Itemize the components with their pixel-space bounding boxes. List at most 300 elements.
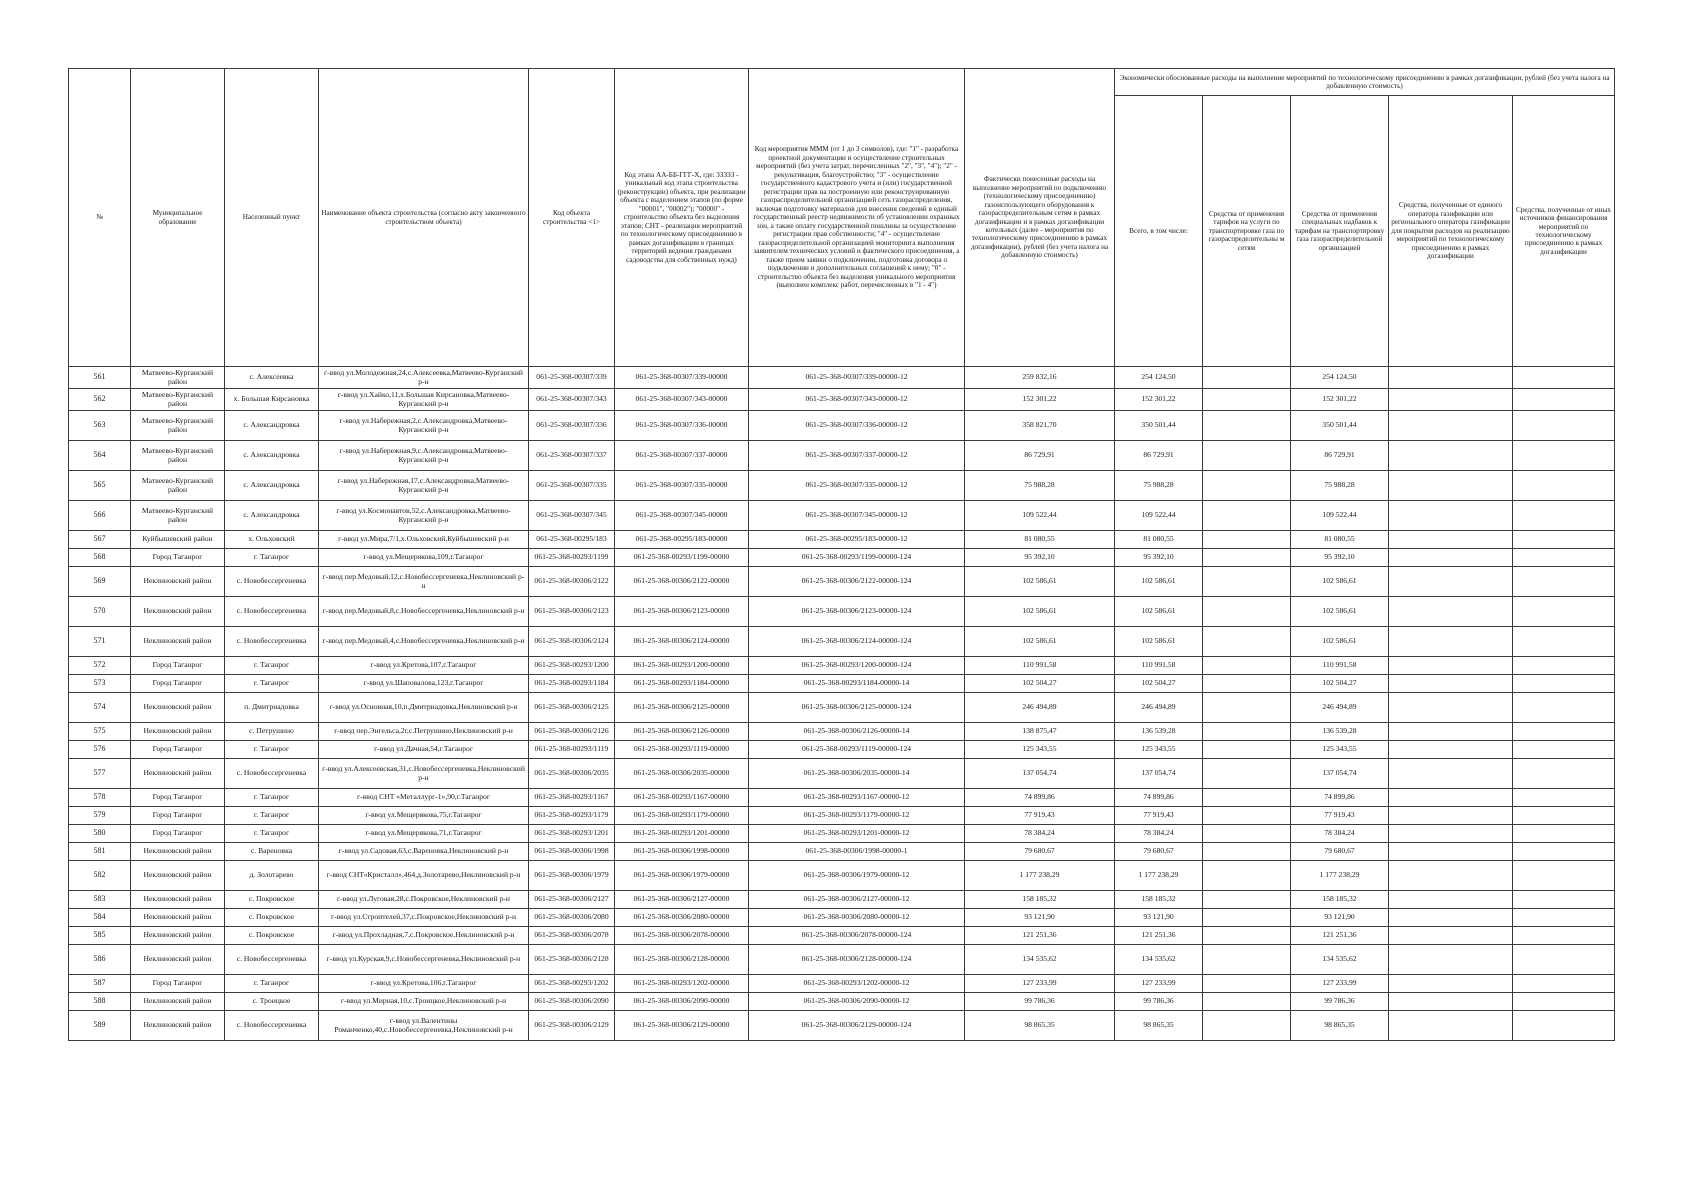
object-name-cell: г-ввод ул.Космонавтов,52,с.Александровка,Матвеево-Курганский р-н [319, 501, 529, 531]
row-number: 582 [69, 861, 131, 891]
total-cell: 134 535,62 [1115, 945, 1203, 975]
table-row [69, 1011, 1615, 1041]
object-name-cell: г-ввод ул.Кретова,107,г.Таганрог [319, 657, 529, 675]
table-row [69, 549, 1615, 567]
special-markups-cell: 99 786,36 [1291, 993, 1389, 1011]
special-markups-cell: 125 343,55 [1291, 741, 1389, 759]
table-row [69, 627, 1615, 657]
stage-code-cell: 061-25-368-00293/1119-00000 [615, 741, 749, 759]
header-event-code: Код мероприятия МММ (от 1 до 3 символов), где: "1" - разработка проектной документации и осуществление строительных мероприятий (без учета затрат, перечисленных "2", "3", "4"); "2" - рекультивация, благоустройство; "3" - осуществление государственного кадастрового учета и (или) государственной регистрации прав на построенную или реконструированную газораспределительной организацией сеть газораспределения, включая подготовку материалов для внесения сведений в единый государственный реестр недвижимости об установлении охранных зон, а также оплату государственной пошлины за осуществление регистрации прав собственности; "4" - осуществление газораспределительной организацией мониторинга выполнения заявителем технических условий и фактического присоединения, а также прием заявки о подключении, подготовка договора о подключении и дополнительных соглашений к нему; "0" - строительство объекта без выделения уникального мероприятия (выполнен комплекс работ, перечисленных в "1 - 4") [749, 69, 965, 367]
municipality-cell: Город Таганрог [131, 657, 225, 675]
stage-code-cell: 061-25-368-00307/339-00000 [615, 367, 749, 389]
table-row [69, 891, 1615, 909]
event-code-cell: 061-25-368-00293/1201-00000-12 [749, 825, 965, 843]
other-sources-cell [1513, 807, 1615, 825]
special-markups-cell: 75 988,28 [1291, 471, 1389, 501]
municipality-cell: Неклиновский район [131, 723, 225, 741]
single-operator-cell [1389, 975, 1513, 993]
object-code-cell: 061-25-368-00293/1167 [529, 789, 615, 807]
actual-costs-cell: 259 832,16 [965, 367, 1115, 389]
object-name-cell: г-ввод ул.Валентины Романченко,40,с.Новобессергеневка,Неклиновский р-н [319, 1011, 529, 1041]
settlement-cell: п. Дмитриадовка [225, 693, 319, 723]
municipality-cell: Матвеево-Курганский район [131, 411, 225, 441]
object-code-cell: 061-25-368-00306/1998 [529, 843, 615, 861]
object-code-cell: 061-25-368-00306/2078 [529, 927, 615, 945]
transport-tariff-cell [1203, 723, 1291, 741]
row-number: 580 [69, 825, 131, 843]
object-code-cell: 061-25-368-00293/1201 [529, 825, 615, 843]
object-code-cell: 061-25-368-00295/183 [529, 531, 615, 549]
total-cell: 98 865,35 [1115, 1011, 1203, 1041]
total-cell: 95 392,10 [1115, 549, 1203, 567]
total-cell: 136 539,28 [1115, 723, 1203, 741]
row-number: 566 [69, 501, 131, 531]
object-code-cell: 061-25-368-00293/1200 [529, 657, 615, 675]
other-sources-cell [1513, 1011, 1615, 1041]
object-code-cell: 061-25-368-00307/339 [529, 367, 615, 389]
special-markups-cell: 102 504,27 [1291, 675, 1389, 693]
object-code-cell: 061-25-368-00293/1119 [529, 741, 615, 759]
header-municipality: Муниципальное образование [131, 69, 225, 367]
settlement-cell: с. Новобессергеневка [225, 1011, 319, 1041]
other-sources-cell [1513, 993, 1615, 1011]
transport-tariff-cell [1203, 825, 1291, 843]
transport-tariff-cell [1203, 993, 1291, 1011]
row-number: 583 [69, 891, 131, 909]
table-row [69, 367, 1615, 389]
settlement-cell: с. Покровское [225, 891, 319, 909]
other-sources-cell [1513, 843, 1615, 861]
transport-tariff-cell [1203, 627, 1291, 657]
transport-tariff-cell [1203, 945, 1291, 975]
actual-costs-cell: 158 185,32 [965, 891, 1115, 909]
actual-costs-cell: 86 729,91 [965, 441, 1115, 471]
row-number: 577 [69, 759, 131, 789]
event-code-cell: 061-25-368-00307/339-00000-12 [749, 367, 965, 389]
other-sources-cell [1513, 675, 1615, 693]
stage-code-cell: 061-25-368-00307/345-00000 [615, 501, 749, 531]
transport-tariff-cell [1203, 367, 1291, 389]
stage-code-cell: 061-25-368-00306/2090-00000 [615, 993, 749, 1011]
transport-tariff-cell [1203, 411, 1291, 441]
single-operator-cell [1389, 693, 1513, 723]
single-operator-cell [1389, 501, 1513, 531]
special-markups-cell: 79 680,67 [1291, 843, 1389, 861]
row-number: 571 [69, 627, 131, 657]
single-operator-cell [1389, 1011, 1513, 1041]
total-cell: 102 586,61 [1115, 567, 1203, 597]
row-number: 570 [69, 597, 131, 627]
event-code-cell: 061-25-368-00306/2125-00000-124 [749, 693, 965, 723]
municipality-cell: Неклиновский район [131, 945, 225, 975]
table-row [69, 975, 1615, 993]
object-code-cell: 061-25-368-00306/2124 [529, 627, 615, 657]
object-name-cell: г-ввод ул.Мещерякова,71,г.Таганрог [319, 825, 529, 843]
object-code-cell: 061-25-368-00293/1202 [529, 975, 615, 993]
single-operator-cell [1389, 657, 1513, 675]
actual-costs-cell: 95 392,10 [965, 549, 1115, 567]
municipality-cell: Город Таганрог [131, 789, 225, 807]
single-operator-cell [1389, 367, 1513, 389]
total-cell: 246 494,89 [1115, 693, 1203, 723]
settlement-cell: с. Новобессергеневка [225, 567, 319, 597]
settlement-cell: г. Таганрог [225, 657, 319, 675]
settlement-cell: с. Алексеевка [225, 367, 319, 389]
special-markups-cell: 102 586,61 [1291, 627, 1389, 657]
object-name-cell: г-ввод ул.Набережная,17,с.Александровка,Матвеево-Курганский р-н [319, 471, 529, 501]
row-number: 564 [69, 441, 131, 471]
object-code-cell: 061-25-368-00306/2128 [529, 945, 615, 975]
special-markups-cell: 246 494,89 [1291, 693, 1389, 723]
special-markups-cell: 121 251,36 [1291, 927, 1389, 945]
total-cell: 102 586,61 [1115, 627, 1203, 657]
table-row [69, 531, 1615, 549]
actual-costs-cell: 138 875,47 [965, 723, 1115, 741]
municipality-cell: Матвеево-Курганский район [131, 471, 225, 501]
event-code-cell: 061-25-368-00293/1167-00000-12 [749, 789, 965, 807]
object-code-cell: 061-25-368-00306/2127 [529, 891, 615, 909]
settlement-cell: д. Золотарево [225, 861, 319, 891]
settlement-cell: с. Александровка [225, 501, 319, 531]
municipality-cell: Неклиновский район [131, 927, 225, 945]
object-code-cell: 061-25-368-00306/2122 [529, 567, 615, 597]
stage-code-cell: 061-25-368-00293/1201-00000 [615, 825, 749, 843]
event-code-cell: 061-25-368-00306/2080-00000-12 [749, 909, 965, 927]
settlement-cell: с. Новобессергеневка [225, 627, 319, 657]
gasification-costs-table [68, 68, 1615, 1041]
single-operator-cell [1389, 549, 1513, 567]
transport-tariff-cell [1203, 891, 1291, 909]
event-code-cell: 061-25-368-00293/1202-00000-12 [749, 975, 965, 993]
special-markups-cell: 1 177 238,29 [1291, 861, 1389, 891]
actual-costs-cell: 74 899,86 [965, 789, 1115, 807]
event-code-cell: 061-25-368-00293/1179-00000-12 [749, 807, 965, 825]
special-markups-cell: 86 729,91 [1291, 441, 1389, 471]
stage-code-cell: 061-25-368-00306/2128-00000 [615, 945, 749, 975]
settlement-cell: с. Александровка [225, 411, 319, 441]
settlement-cell: г. Таганрог [225, 549, 319, 567]
settlement-cell: с. Покровское [225, 909, 319, 927]
single-operator-cell [1389, 627, 1513, 657]
table-header [69, 69, 1615, 367]
object-name-cell: г-ввод ул.Мирная,10,с.Троицкое,Неклиновский р-н [319, 993, 529, 1011]
object-name-cell: г-ввод СНТ«Кристалл»,464,д.Золотарево,Неклиновский р-н [319, 861, 529, 891]
total-cell: 93 121,90 [1115, 909, 1203, 927]
other-sources-cell [1513, 411, 1615, 441]
stage-code-cell: 061-25-368-00293/1184-00000 [615, 675, 749, 693]
table-row [69, 741, 1615, 759]
table-row [69, 861, 1615, 891]
actual-costs-cell: 152 301,22 [965, 389, 1115, 411]
other-sources-cell [1513, 531, 1615, 549]
header-other-sources: Средства, полученные от иных источников финансирования мероприятий по технологическому присоединению в рамках догазификации [1513, 96, 1615, 367]
settlement-cell: с. Петрушино [225, 723, 319, 741]
row-number: 572 [69, 657, 131, 675]
stage-code-cell: 061-25-368-00293/1179-00000 [615, 807, 749, 825]
event-code-cell: 061-25-368-00306/2122-00000-124 [749, 567, 965, 597]
object-code-cell: 061-25-368-00293/1184 [529, 675, 615, 693]
municipality-cell: Неклиновский район [131, 627, 225, 657]
special-markups-cell: 93 121,90 [1291, 909, 1389, 927]
object-name-cell: г-ввод ул.Строителей,37,с.Покровское,Неклиновский р-н [319, 909, 529, 927]
settlement-cell: г. Таганрог [225, 975, 319, 993]
single-operator-cell [1389, 759, 1513, 789]
actual-costs-cell: 125 343,55 [965, 741, 1115, 759]
report-sheet [68, 68, 1614, 1041]
event-code-cell: 061-25-368-00293/1184-00000-14 [749, 675, 965, 693]
object-code-cell: 061-25-368-00307/337 [529, 441, 615, 471]
table-row [69, 807, 1615, 825]
other-sources-cell [1513, 597, 1615, 627]
special-markups-cell: 81 080,55 [1291, 531, 1389, 549]
total-cell: 254 124,50 [1115, 367, 1203, 389]
stage-code-cell: 061-25-368-00306/2080-00000 [615, 909, 749, 927]
total-cell: 102 504,27 [1115, 675, 1203, 693]
municipality-cell: Город Таганрог [131, 975, 225, 993]
municipality-cell: Город Таганрог [131, 807, 225, 825]
total-cell: 77 919,43 [1115, 807, 1203, 825]
header-special-markups: Средства от применения специальных надбавок к тарифам на транспортировку газа газораспределительной организацией [1291, 96, 1389, 367]
special-markups-cell: 152 301,22 [1291, 389, 1389, 411]
object-name-cell: г-ввод ул.Дачная,54,г.Таганрог [319, 741, 529, 759]
special-markups-cell: 102 586,61 [1291, 567, 1389, 597]
event-code-cell: 061-25-368-00295/183-00000-12 [749, 531, 965, 549]
single-operator-cell [1389, 567, 1513, 597]
object-name-cell: г-ввод ул.Алексеевская,31,с.Новобессергеневка,Неклиновский р-н [319, 759, 529, 789]
row-number: 578 [69, 789, 131, 807]
actual-costs-cell: 137 054,74 [965, 759, 1115, 789]
stage-code-cell: 061-25-368-00306/2127-00000 [615, 891, 749, 909]
object-name-cell: г-ввод ул.Шаповалова,123,г.Таганрог [319, 675, 529, 693]
total-cell: 125 343,55 [1115, 741, 1203, 759]
table-row [69, 441, 1615, 471]
table-row [69, 723, 1615, 741]
settlement-cell: с. Новобессергеневка [225, 945, 319, 975]
total-cell: 78 384,24 [1115, 825, 1203, 843]
municipality-cell: Неклиновский район [131, 891, 225, 909]
actual-costs-cell: 102 586,61 [965, 567, 1115, 597]
total-cell: 137 054,74 [1115, 759, 1203, 789]
actual-costs-cell: 102 504,27 [965, 675, 1115, 693]
stage-code-cell: 061-25-368-00293/1199-00000 [615, 549, 749, 567]
total-cell: 86 729,91 [1115, 441, 1203, 471]
other-sources-cell [1513, 741, 1615, 759]
single-operator-cell [1389, 927, 1513, 945]
object-code-cell: 061-25-368-00306/2035 [529, 759, 615, 789]
table-row [69, 759, 1615, 789]
object-name-cell: г-ввод ул.Набережная,2,с.Александровка,Матвеево-Курганский р-н [319, 411, 529, 441]
row-number: 584 [69, 909, 131, 927]
header-settlement: Населенный пункт [225, 69, 319, 367]
actual-costs-cell: 358 821,70 [965, 411, 1115, 441]
row-number: 568 [69, 549, 131, 567]
object-code-cell: 061-25-368-00306/2090 [529, 993, 615, 1011]
municipality-cell: Неклиновский район [131, 993, 225, 1011]
municipality-cell: Матвеево-Курганский район [131, 389, 225, 411]
actual-costs-cell: 93 121,90 [965, 909, 1115, 927]
other-sources-cell [1513, 627, 1615, 657]
header-actual-costs: Фактически понесенные расходы на выполнение мероприятий по подключению (технологическому присоединению) газоиспользующего оборудования к газораспределительным сетям в рамках догазификации и в рамках догазификации котельных (далее - мероприятия по технологическому присоединению в рамках догазификации), рублей (без учета налога на добавленную стоимость) [965, 69, 1115, 367]
other-sources-cell [1513, 909, 1615, 927]
table-row [69, 501, 1615, 531]
single-operator-cell [1389, 675, 1513, 693]
settlement-cell: г. Таганрог [225, 789, 319, 807]
single-operator-cell [1389, 789, 1513, 807]
actual-costs-cell: 246 494,89 [965, 693, 1115, 723]
object-name-cell: г-ввод ул.Мещерякова,75,г.Таганрог [319, 807, 529, 825]
event-code-cell: 061-25-368-00306/2078-00000-124 [749, 927, 965, 945]
row-number: 588 [69, 993, 131, 1011]
actual-costs-cell: 99 786,36 [965, 993, 1115, 1011]
settlement-cell: г. Таганрог [225, 807, 319, 825]
row-number: 587 [69, 975, 131, 993]
table-row [69, 411, 1615, 441]
row-number: 574 [69, 693, 131, 723]
total-cell: 350 501,44 [1115, 411, 1203, 441]
other-sources-cell [1513, 567, 1615, 597]
object-name-cell: г-ввод ул.Луговая,28,с.Покровское,Неклиновский р-н [319, 891, 529, 909]
event-code-cell: 061-25-368-00306/2126-00000-14 [749, 723, 965, 741]
transport-tariff-cell [1203, 759, 1291, 789]
special-markups-cell: 95 392,10 [1291, 549, 1389, 567]
object-code-cell: 061-25-368-00306/2129 [529, 1011, 615, 1041]
row-number: 589 [69, 1011, 131, 1041]
settlement-cell: х. Ольховский [225, 531, 319, 549]
total-cell: 99 786,36 [1115, 993, 1203, 1011]
stage-code-cell: 061-25-368-00293/1200-00000 [615, 657, 749, 675]
other-sources-cell [1513, 789, 1615, 807]
object-name-cell: г-ввод ул.Набережная,9,с.Александровка,Матвеево-Курганский р-н [319, 441, 529, 471]
single-operator-cell [1389, 861, 1513, 891]
special-markups-cell: 102 586,61 [1291, 597, 1389, 627]
header-economic-costs-group: Экономически обоснованные расходы на выполнение мероприятий по технологическому присоединению в рамках догазификации, рублей (без учета налога на добавленную стоимость) [1115, 69, 1615, 96]
stage-code-cell: 061-25-368-00295/183-00000 [615, 531, 749, 549]
municipality-cell: Неклиновский район [131, 597, 225, 627]
event-code-cell: 061-25-368-00307/345-00000-12 [749, 501, 965, 531]
settlement-cell: г. Таганрог [225, 825, 319, 843]
actual-costs-cell: 77 919,43 [965, 807, 1115, 825]
actual-costs-cell: 79 680,67 [965, 843, 1115, 861]
table-row [69, 909, 1615, 927]
row-number: 565 [69, 471, 131, 501]
object-name-cell: г-ввод СНТ «Металлург-1»,90,г.Таганрог [319, 789, 529, 807]
single-operator-cell [1389, 597, 1513, 627]
table-row [69, 789, 1615, 807]
table-row [69, 945, 1615, 975]
header-no: № [69, 69, 131, 367]
other-sources-cell [1513, 945, 1615, 975]
object-code-cell: 061-25-368-00293/1199 [529, 549, 615, 567]
actual-costs-cell: 98 865,35 [965, 1011, 1115, 1041]
special-markups-cell: 350 501,44 [1291, 411, 1389, 441]
actual-costs-cell: 75 988,28 [965, 471, 1115, 501]
stage-code-cell: 061-25-368-00306/2123-00000 [615, 597, 749, 627]
total-cell: 74 899,86 [1115, 789, 1203, 807]
special-markups-cell: 137 054,74 [1291, 759, 1389, 789]
single-operator-cell [1389, 891, 1513, 909]
row-number: 561 [69, 367, 131, 389]
transport-tariff-cell [1203, 531, 1291, 549]
settlement-cell: с. Покровское [225, 927, 319, 945]
actual-costs-cell: 102 586,61 [965, 627, 1115, 657]
stage-code-cell: 061-25-368-00306/2126-00000 [615, 723, 749, 741]
single-operator-cell [1389, 531, 1513, 549]
event-code-cell: 061-25-368-00306/2124-00000-124 [749, 627, 965, 657]
municipality-cell: Неклиновский район [131, 567, 225, 597]
transport-tariff-cell [1203, 549, 1291, 567]
row-number: 575 [69, 723, 131, 741]
total-cell: 102 586,61 [1115, 597, 1203, 627]
event-code-cell: 061-25-368-00306/2127-00000-12 [749, 891, 965, 909]
table-row [69, 843, 1615, 861]
other-sources-cell [1513, 927, 1615, 945]
total-cell: 152 301,22 [1115, 389, 1203, 411]
event-code-cell: 061-25-368-00293/1119-00000-124 [749, 741, 965, 759]
other-sources-cell [1513, 759, 1615, 789]
row-number: 585 [69, 927, 131, 945]
other-sources-cell [1513, 975, 1615, 993]
stage-code-cell: 061-25-368-00306/2129-00000 [615, 1011, 749, 1041]
single-operator-cell [1389, 741, 1513, 759]
single-operator-cell [1389, 471, 1513, 501]
table-row [69, 825, 1615, 843]
single-operator-cell [1389, 945, 1513, 975]
single-operator-cell [1389, 807, 1513, 825]
header-object-name: Наименование объекта строительства (согласно акту законченного строительством объекта) [319, 69, 529, 367]
single-operator-cell [1389, 389, 1513, 411]
event-code-cell: 061-25-368-00306/2090-00000-12 [749, 993, 965, 1011]
settlement-cell: с. Троицкое [225, 993, 319, 1011]
table-row [69, 693, 1615, 723]
row-number: 563 [69, 411, 131, 441]
object-name-cell: г-ввод пер.Энгельса,2г,с.Петрушино,Неклиновский р-н [319, 723, 529, 741]
single-operator-cell [1389, 411, 1513, 441]
object-name-cell: г-ввод ул.Основная,10,п.Дмитриадовка,Неклиновский р-н [319, 693, 529, 723]
transport-tariff-cell [1203, 741, 1291, 759]
municipality-cell: Город Таганрог [131, 675, 225, 693]
other-sources-cell [1513, 549, 1615, 567]
other-sources-cell [1513, 367, 1615, 389]
object-name-cell: г-ввод ул.Мира,7/1,х.Ольховский,Куйбышевский р-н [319, 531, 529, 549]
actual-costs-cell: 110 991,58 [965, 657, 1115, 675]
actual-costs-cell: 121 251,36 [965, 927, 1115, 945]
row-number: 567 [69, 531, 131, 549]
municipality-cell: Неклиновский район [131, 759, 225, 789]
stage-code-cell: 061-25-368-00307/335-00000 [615, 471, 749, 501]
object-name-cell: г-ввод ул.Курская,9,с.Новобессергеневка,Неклиновский р-н [319, 945, 529, 975]
object-code-cell: 061-25-368-00306/2126 [529, 723, 615, 741]
total-cell: 75 988,28 [1115, 471, 1203, 501]
transport-tariff-cell [1203, 693, 1291, 723]
special-markups-cell: 158 185,32 [1291, 891, 1389, 909]
transport-tariff-cell [1203, 807, 1291, 825]
event-code-cell: 061-25-368-00307/343-00000-12 [749, 389, 965, 411]
actual-costs-cell: 102 586,61 [965, 597, 1115, 627]
row-number: 579 [69, 807, 131, 825]
table-body [69, 367, 1615, 1041]
transport-tariff-cell [1203, 441, 1291, 471]
object-name-cell: г-ввод ул.Кретова,106,г.Таганрог [319, 975, 529, 993]
special-markups-cell: 134 535,62 [1291, 945, 1389, 975]
other-sources-cell [1513, 501, 1615, 531]
stage-code-cell: 061-25-368-00306/2035-00000 [615, 759, 749, 789]
event-code-cell: 061-25-368-00307/336-00000-12 [749, 411, 965, 441]
stage-code-cell: 061-25-368-00306/2078-00000 [615, 927, 749, 945]
special-markups-cell: 74 899,86 [1291, 789, 1389, 807]
total-cell: 127 233,99 [1115, 975, 1203, 993]
stage-code-cell: 061-25-368-00306/2122-00000 [615, 567, 749, 597]
table-row [69, 675, 1615, 693]
